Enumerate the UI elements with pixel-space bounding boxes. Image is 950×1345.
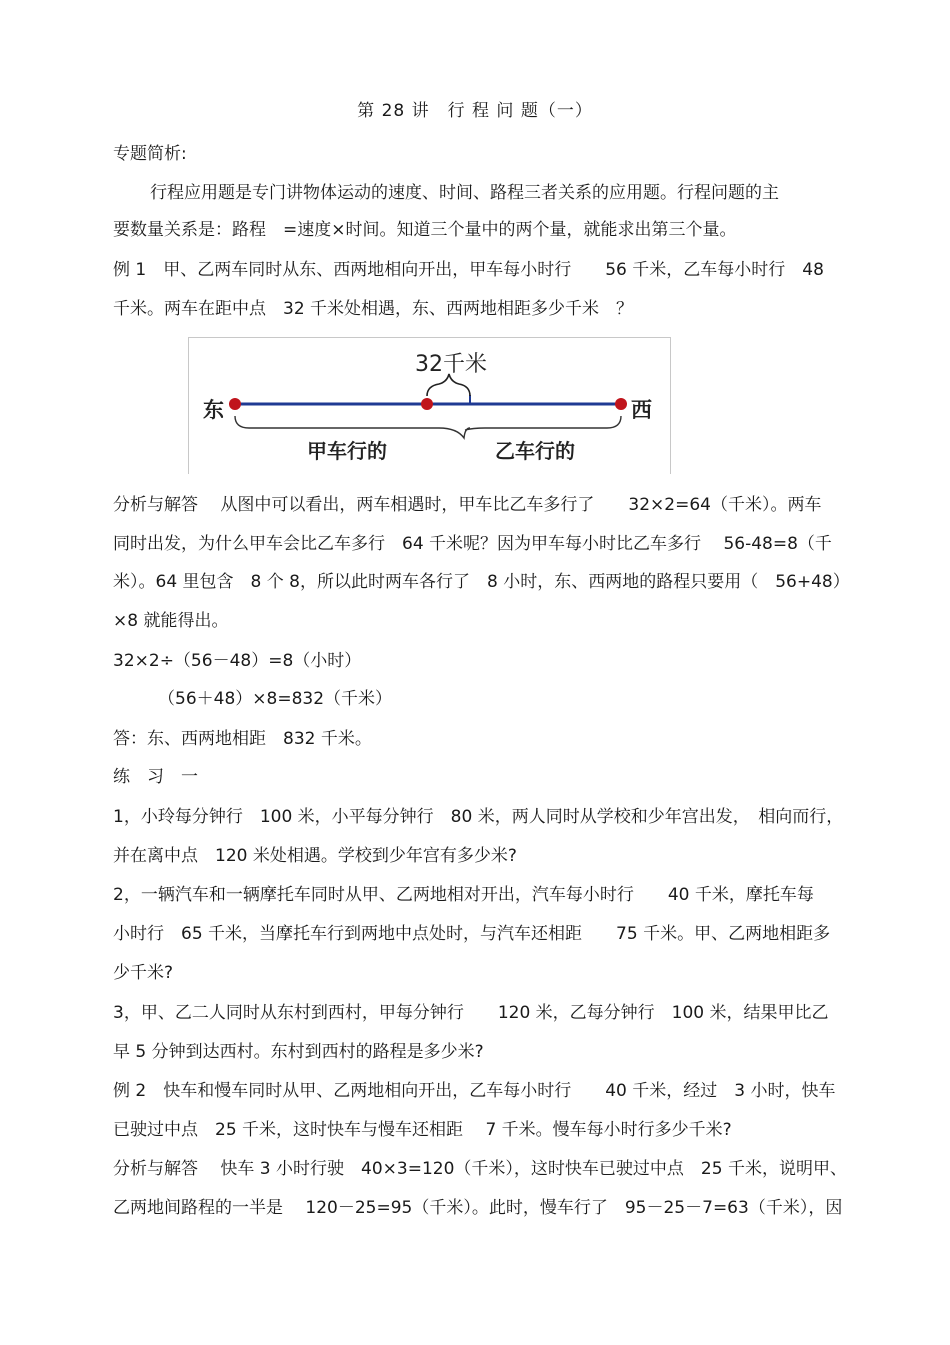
analysis2-line-2: 乙两地间路程的一半是 120－25=95（千米）。此时，慢车行了 95－25－7=63（千米），因: [113, 1198, 843, 1218]
analysis1-line-2: 同时出发，为什么甲车会比乙车多行 64 千米呢？因为甲车每小时比乙车多行 56-48=8（千: [113, 534, 832, 554]
calc-line-2: （56＋48）×8=832（千米）: [158, 689, 393, 709]
top-brace: [427, 374, 470, 396]
distance-diagram: [188, 337, 671, 474]
east-point: [229, 398, 241, 410]
example1-line-1: 例 1 甲、乙两车同时从东、西两地相向开出，甲车每小时行 56 千米，乙车每小时行 48: [113, 260, 824, 280]
practice-line-3: 2，一辆汽车和一辆摩托车同时从甲、乙两地相对开出，汽车每小时行 40 千米，摩托车每: [113, 885, 814, 905]
analysis1-line-1: 分析与解答 从图中可以看出，两车相遇时，甲车比乙车多行了 32×2=64（千米）。两车: [113, 495, 822, 515]
answer-1: 答：东、西两地相距 832 千米。: [113, 729, 372, 749]
example2-line-2: 已驶过中点 25 千米，这时快车与慢车还相距 7 千米。慢车每小时行多少千米?: [113, 1120, 732, 1140]
practice-line-6: 3，甲、乙二人同时从东村到西村，甲每分钟行 120 米，乙每分钟行 100 米，结果甲比乙: [113, 1003, 829, 1023]
analysis1-line-3: 米）。64 里包含 8 个 8，所以此时两车各行了 8 小时，东、西两地的路程只要用（ 56+48）: [113, 572, 850, 592]
car-a-label: 甲车行的: [307, 439, 387, 463]
practice-line-1: 1，小玲每分钟行 100 米，小平每分钟行 80 米，两人同时从学校和少年宫出发， 相向而行，: [113, 807, 844, 827]
meeting-point: [421, 398, 433, 410]
practice-line-2: 并在离中点 120 米处相遇。学校到少年宫有多少米?: [113, 846, 517, 866]
practice-title: 练 习 一: [113, 767, 198, 787]
example1-line-2: 千米。两车在距中点 32 千米处相遇，东、西两地相距多少千米 ？: [113, 299, 634, 319]
diagram-svg: [189, 338, 670, 474]
car-b-label: 乙车行的: [495, 439, 575, 463]
example2-line-1: 例 2 快车和慢车同时从甲、乙两地相向开出，乙车每小时行 40 千米，经过 3 小时，快车: [113, 1081, 836, 1101]
west-point: [615, 398, 627, 410]
right-brace: [465, 416, 621, 430]
page-title: 第 28 讲 行 程 问 题（一）: [357, 101, 593, 121]
practice-line-5: 少千米?: [113, 963, 174, 983]
practice-line-7: 早 5 分钟到达西村。东村到西村的路程是多少米?: [113, 1042, 484, 1062]
analysis2-line-1: 分析与解答 快车 3 小时行驶 40×3=120（千米），这时快车已驶过中点 25 千米，说明甲、: [113, 1159, 847, 1179]
calc-line-1: 32×2÷（56－48）=8（小时）: [113, 651, 362, 671]
left-brace: [235, 416, 470, 438]
intro-line-1: 行程应用题是专门讲物体运动的速度、时间、路程三者关系的应用题。行程问题的主: [150, 183, 779, 203]
east-label: 东: [203, 398, 224, 422]
practice-line-4: 小时行 65 千米，当摩托车行到两地中点处时，与汽车还相距 75 千米。甲、乙两地相距多: [113, 924, 831, 944]
top-label: 32千米: [415, 352, 487, 377]
analysis1-line-4: ×8 就能得出。: [113, 611, 229, 631]
section-label: 专题简析:: [113, 144, 187, 164]
intro-line-2: 要数量关系是：路程 =速度×时间。知道三个量中的两个量，就能求出第三个量。: [113, 220, 737, 240]
west-label: 西: [631, 398, 652, 422]
